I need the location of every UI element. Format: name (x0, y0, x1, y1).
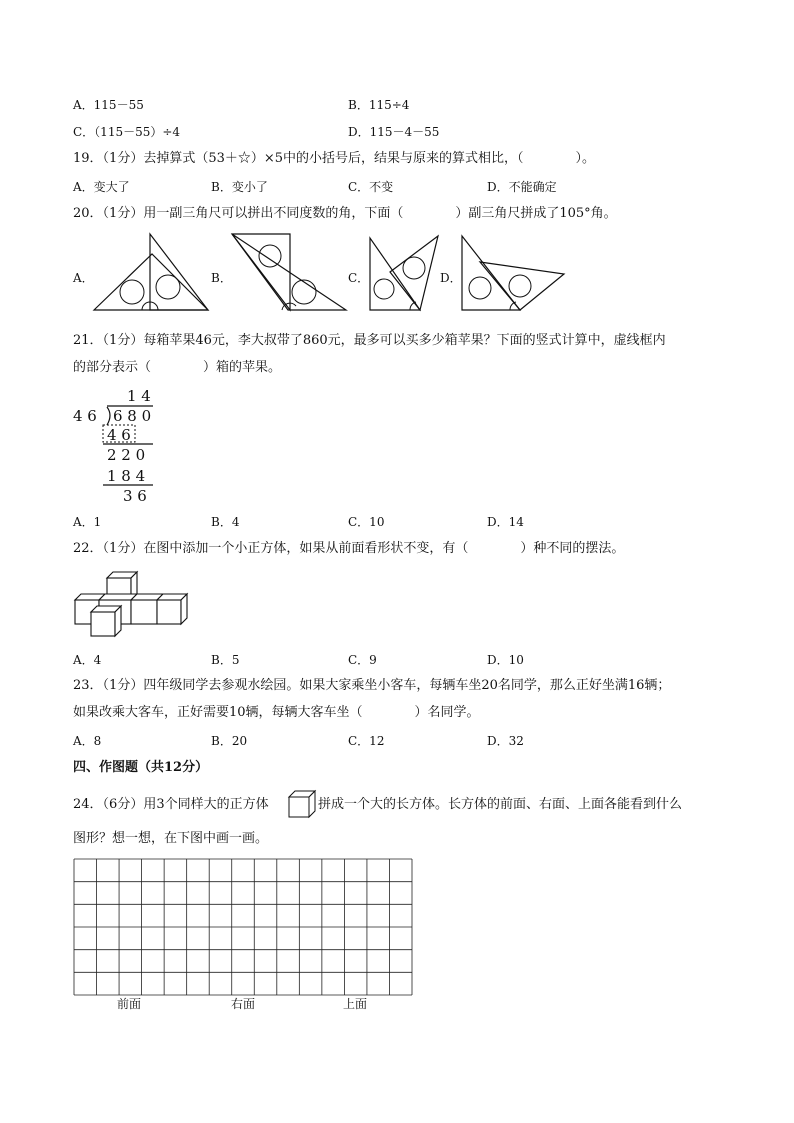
q20-figure-b (230, 232, 350, 312)
division-step1: 4 6 (107, 426, 131, 444)
q18-option-c[interactable]: C．（115－55）÷4 (73, 125, 181, 139)
drawing-grid[interactable] (73, 858, 413, 996)
cube-icon (287, 789, 317, 819)
q18-option-a[interactable]: A．115－55 (73, 98, 144, 112)
q22-option-d[interactable]: D．10 (487, 653, 524, 667)
q20-figure-d (460, 232, 570, 312)
q18-option-d[interactable]: D．115－4－55 (348, 125, 440, 139)
q21-stem-line2: 的部分表示（ ）箱的苹果。 (73, 360, 282, 375)
q22-option-b[interactable]: B．5 (211, 653, 240, 667)
q22-cube-figure (73, 570, 193, 640)
q19-option-d[interactable]: D．不能确定 (487, 180, 557, 194)
q21-option-d[interactable]: D．14 (487, 515, 524, 529)
q20-option-b-label[interactable]: B． (211, 271, 232, 285)
q22-option-c[interactable]: C．9 (348, 653, 377, 667)
q24-stem-line1b: 拼成一个大的长方体。长方体的前面、右面、上面各能看到什么 (318, 797, 683, 812)
q20-option-d-label[interactable]: D． (440, 271, 462, 285)
division-quotient: 1 4 (127, 387, 151, 405)
q23-option-a[interactable]: A．8 (73, 734, 102, 748)
q23-option-d[interactable]: D．32 (487, 734, 524, 748)
q21-stem-line1: 21．（1分）每箱苹果46元，李大叔带了860元，最多可以买多少箱苹果？下面的竖式计算中，虚线框内 (73, 333, 666, 348)
section-heading: 四、作图题（共12分） (73, 760, 209, 775)
q22-stem: 22．（1分）在图中添加一个小正方体，如果从前面看形状不变，有（ ）种不同的摆法。 (73, 541, 625, 556)
q20-option-c-label[interactable]: C． (348, 271, 370, 285)
division-step2: 2 2 0 (107, 446, 146, 464)
division-remainder: 3 6 (123, 487, 147, 505)
q18-option-b[interactable]: B．115÷4 (348, 98, 410, 112)
q21-long-division (73, 385, 173, 510)
q20-stem: 20．（1分）用一副三角尺可以拼出不同度数的角，下面（ ）副三角尺拼成了105°角。 (73, 206, 617, 221)
division-divisor: 4 6 (73, 407, 97, 425)
division-step3: 1 8 4 (107, 467, 146, 485)
grid-label-top: 上面 (343, 997, 368, 1011)
q21-option-a[interactable]: A．1 (73, 515, 102, 529)
q19-option-a[interactable]: A．变大了 (73, 180, 130, 194)
division-dividend: 6 8 0 (113, 407, 152, 425)
q19-stem: 19．（1分）去掉算式（53＋☆）×5中的小括号后，结果与原来的算式相比，（ ）。 (73, 151, 596, 166)
q20-figure-c (368, 232, 448, 312)
q24-stem-line1a: 24．（6分）用3个同样大的正方体 (73, 797, 269, 812)
q23-stem-line2: 如果改乘大客车，正好需要10辆，每辆大客车坐（ ）名同学。 (73, 705, 480, 720)
q23-stem-line1: 23．（1分）四年级同学去参观水绘园。如果大家乘坐小客车，每辆车坐20名同学，那么正好坐满16辆； (73, 678, 671, 693)
q21-option-c[interactable]: C．10 (348, 515, 385, 529)
q21-option-b[interactable]: B．4 (211, 515, 240, 529)
grid-label-front: 前面 (117, 997, 142, 1011)
q24-stem-line2: 图形？想一想，在下图中画一画。 (73, 831, 269, 846)
q20-figure-a (92, 232, 212, 312)
q19-option-c[interactable]: C．不变 (348, 180, 394, 194)
q23-option-c[interactable]: C．12 (348, 734, 385, 748)
q20-option-a-label[interactable]: A． (73, 271, 94, 285)
q23-option-b[interactable]: B．20 (211, 734, 248, 748)
q19-option-b[interactable]: B．变小了 (211, 180, 268, 194)
q22-option-a[interactable]: A．4 (73, 653, 102, 667)
grid-label-right: 右面 (231, 997, 256, 1011)
